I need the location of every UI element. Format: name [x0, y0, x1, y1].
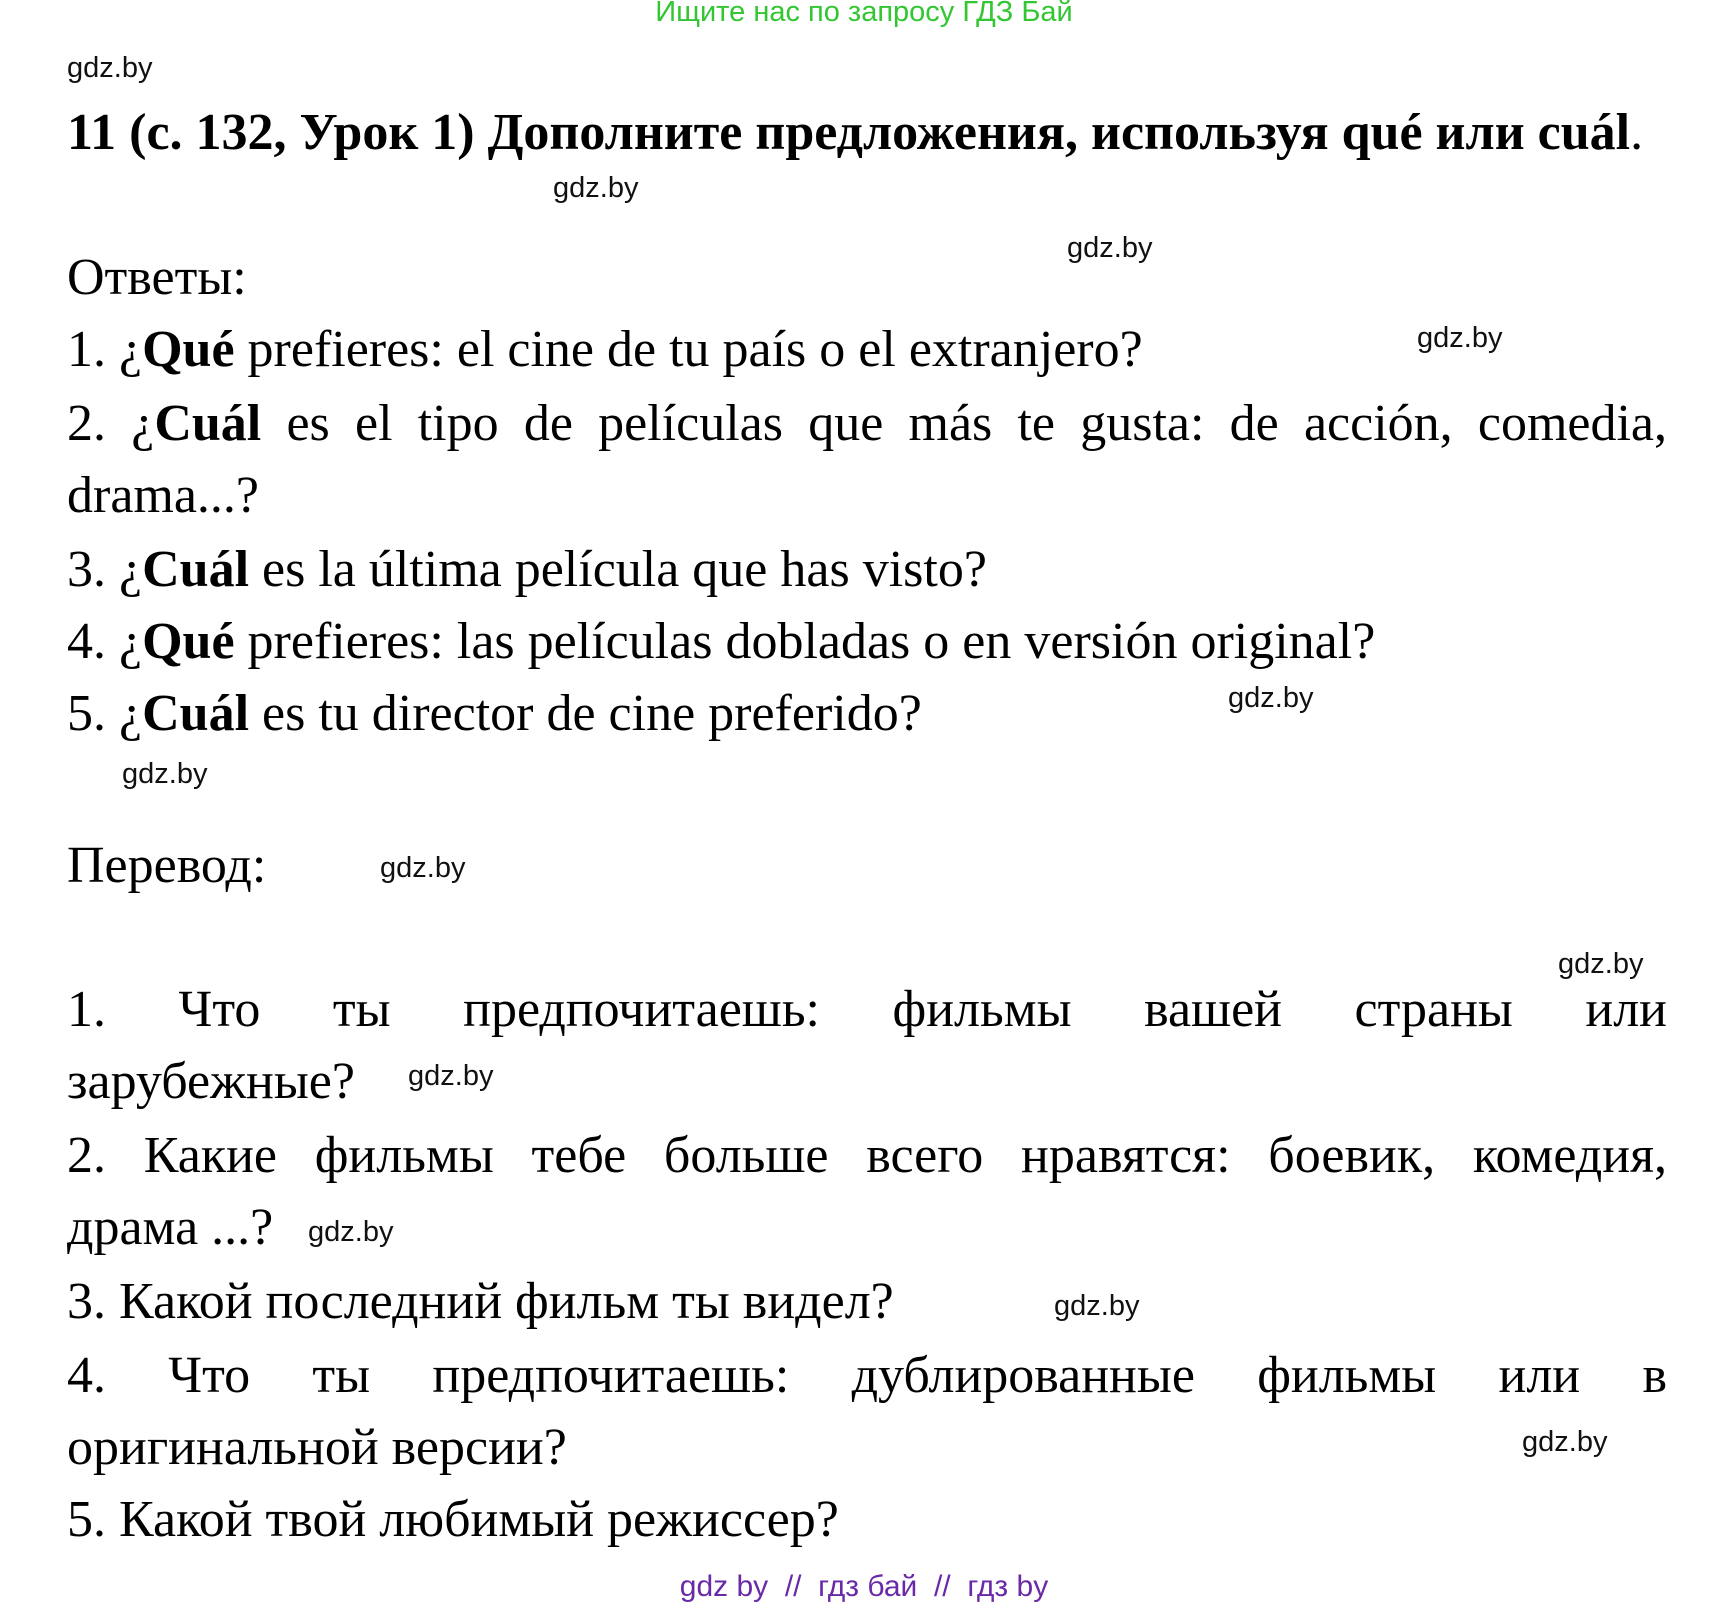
exercise-title-text: 11 (с. 132, Урок 1) Дополните предложения, используя qué или cuál: [67, 104, 1631, 161]
watermark: gdz.by: [380, 852, 466, 884]
watermark: gdz.by: [1417, 322, 1503, 354]
translation-item-continuation: оригинальной версии?: [67, 1419, 567, 1476]
watermark: gdz.by: [408, 1060, 494, 1092]
translation-item-continuation: драма ...?: [67, 1199, 274, 1256]
watermark: gdz.by: [308, 1216, 394, 1248]
translation-item: 4. Что ты предпочитаешь: дублированные фильмы или в: [67, 1347, 1667, 1404]
footer-links[interactable]: gdz by // гдз бай // гдз by: [679, 1570, 1049, 1603]
exercise-title: [67, 96, 1667, 170]
watermark: gdz.by: [1522, 1426, 1608, 1458]
answer-item: 2. ¿Cuál es el tipo de películas que más te gusta: de acción, comedia,: [67, 395, 1667, 452]
watermark: gdz.by: [67, 52, 153, 84]
translation-item-continuation: зарубежные?: [67, 1053, 355, 1110]
answer-item: 4. ¿Qué prefieres: las películas dobladas o en versión original?: [67, 613, 1376, 670]
watermark: gdz.by: [1228, 682, 1314, 714]
answer-item-continuation: drama...?: [67, 467, 260, 524]
exercise-title-tail: .: [1630, 104, 1644, 161]
translation-item: 5. Какой твой любимый режиссер?: [67, 1491, 839, 1548]
answer-item: 5. ¿Cuál es tu director de cine preferido?: [67, 685, 922, 742]
top-banner[interactable]: Ищите нас по запросу ГДЗ Бай: [655, 0, 1073, 28]
answers-heading: Ответы:: [67, 249, 247, 306]
answer-item: 1. ¿Qué prefieres: el cine de tu país o el extranjero?: [67, 321, 1143, 378]
watermark: gdz.by: [1054, 1290, 1140, 1322]
watermark: gdz.by: [1558, 948, 1644, 980]
translation-item: 2. Какие фильмы тебе больше всего нравятся: боевик, комедия,: [67, 1127, 1667, 1184]
watermark: gdz.by: [122, 758, 208, 790]
answer-item: 3. ¿Cuál es la última película que has visto?: [67, 541, 987, 598]
translation-heading: Перевод:: [67, 837, 267, 894]
translation-item: 3. Какой последний фильм ты видел?: [67, 1273, 894, 1330]
translation-item: 1. Что ты предпочитаешь: фильмы вашей страны или: [67, 981, 1667, 1038]
watermark: gdz.by: [1067, 232, 1153, 264]
watermark: gdz.by: [553, 172, 639, 204]
